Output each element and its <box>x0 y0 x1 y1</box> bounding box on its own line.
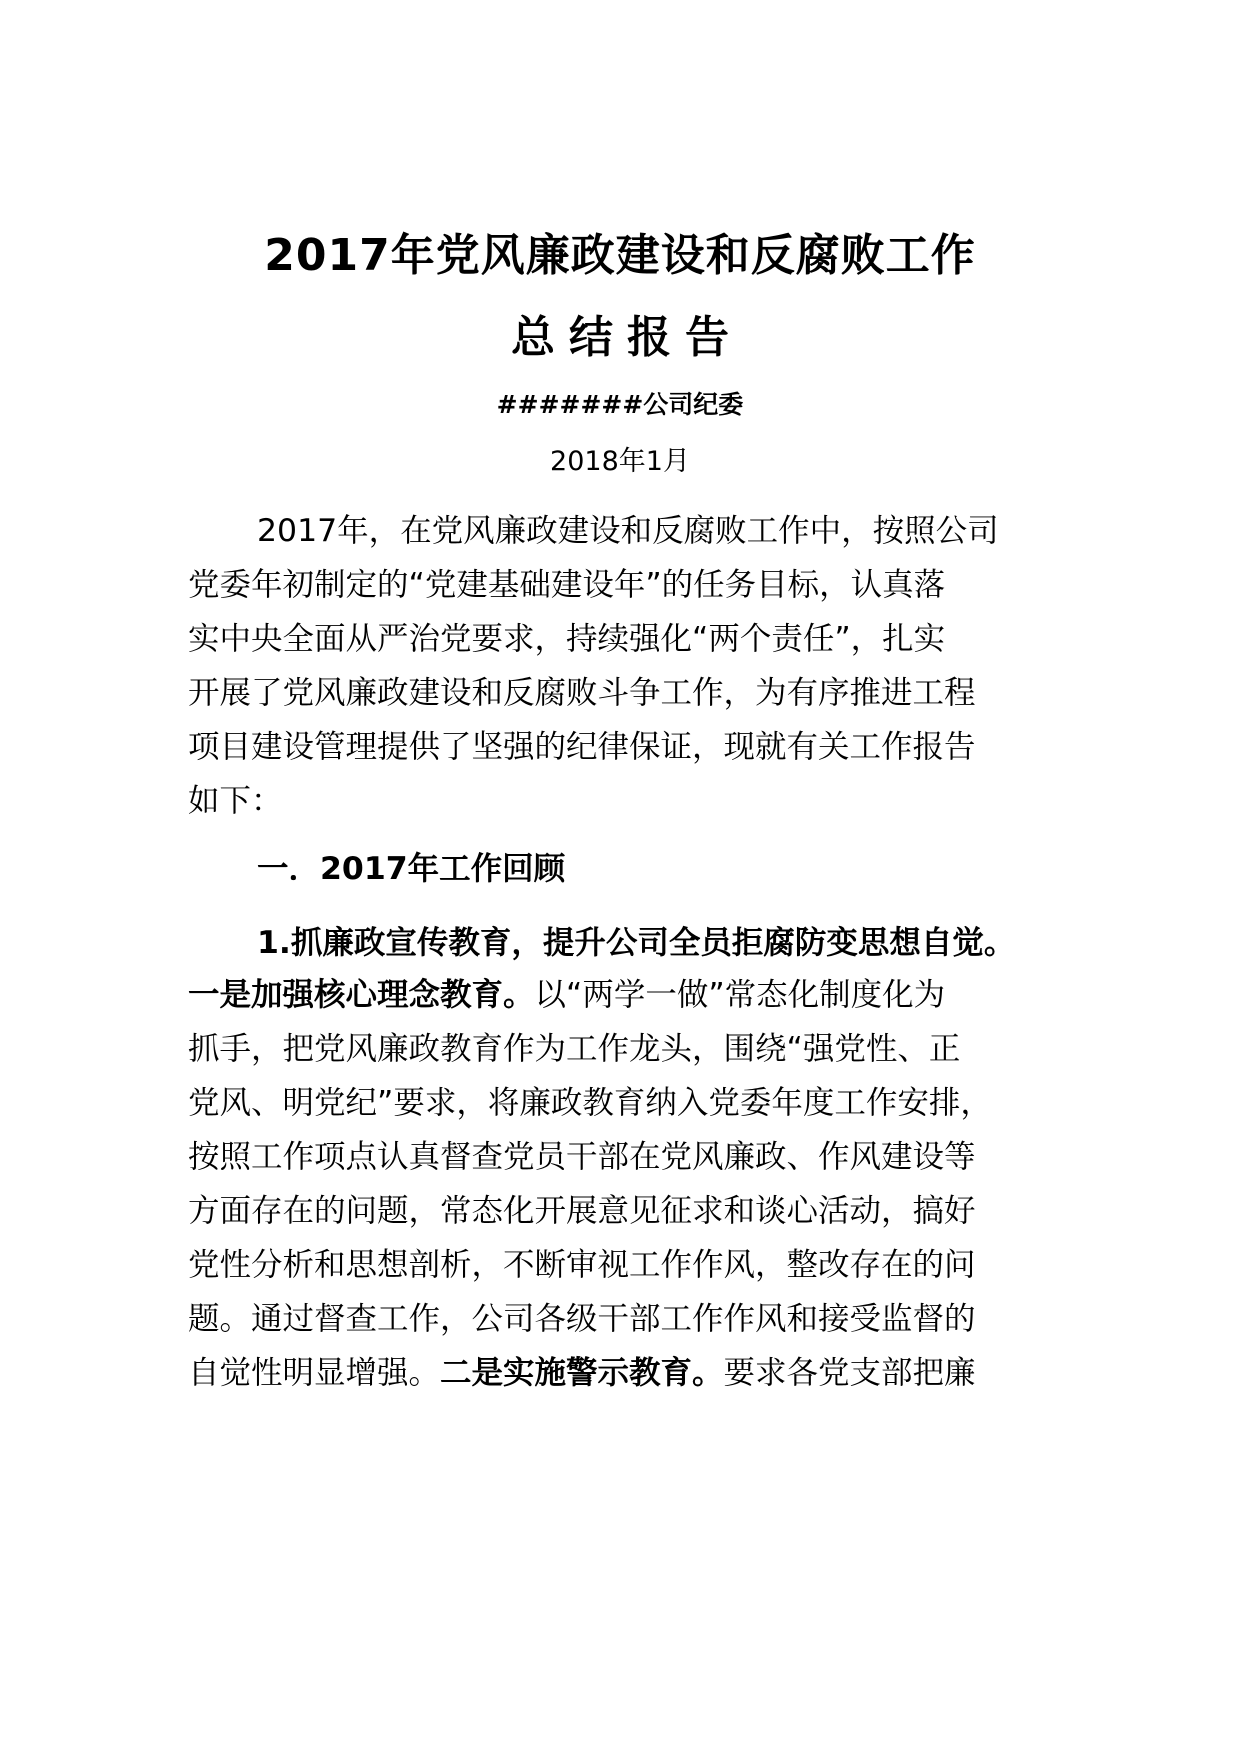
section-heading-review: 一．2017年工作回顾 <box>257 851 566 887</box>
point2-bold-text: 二是实施警示教育。 <box>440 1355 724 1391</box>
intro-line-3: 实中央全面从严治党要求，持续强化“两个责任”，扎实 <box>188 621 946 657</box>
point2-text: 要求各党支部把廉 <box>723 1355 976 1391</box>
line8-start-text: 自觉性明显增强。 <box>188 1355 441 1391</box>
item1-line-5: 方面存在的问题，常态化开展意见征求和谈心活动，搞好 <box>188 1193 976 1229</box>
issuing-organization: #######公司纪委 <box>496 390 744 419</box>
item1-line-1 <box>188 973 945 1017</box>
report-date: 2018年1月 <box>550 446 690 477</box>
item1-heading: 1.抓廉政宣传教育，提升公司全员拒腐防变思想自觉。 <box>257 925 1016 961</box>
item1-line-3: 党风、明党纪”要求，将廉政教育纳入党委年度工作安排， <box>188 1085 992 1121</box>
report-title-line2: 总结报告 <box>511 312 743 363</box>
item1-line-8 <box>188 1351 976 1395</box>
point1-text: 以“两学一做”常态化制度化为 <box>534 977 946 1013</box>
intro-line-4: 开展了党风廉政建设和反腐败斗争工作，为有序推进工程 <box>188 675 976 711</box>
intro-line-1: 2017年，在党风廉政建设和反腐败工作中，按照公司 <box>257 513 999 549</box>
intro-line-6: 如下： <box>188 783 283 819</box>
intro-line-2: 党委年初制定的“党建基础建设年”的任务目标，认真落 <box>188 567 946 603</box>
report-title-line1: 2017年党风廉政建设和反腐败工作 <box>264 230 976 281</box>
item1-line-2: 抓手，把党风廉政教育作为工作龙头，围绕“强党性、正 <box>188 1031 961 1067</box>
point1-bold-text: 一是加强核心理念教育。 <box>188 977 535 1013</box>
item1-line-6: 党性分析和思想剖析，不断审视工作作风，整改存在的问 <box>188 1247 976 1283</box>
item1-line-7: 题。通过督查工作，公司各级干部工作作风和接受监督的 <box>188 1301 976 1337</box>
item1-line-4: 按照工作项点认真督查党员干部在党风廉政、作风建设等 <box>188 1139 976 1175</box>
intro-line-5: 项目建设管理提供了坚强的纪律保证，现就有关工作报告 <box>188 729 976 765</box>
